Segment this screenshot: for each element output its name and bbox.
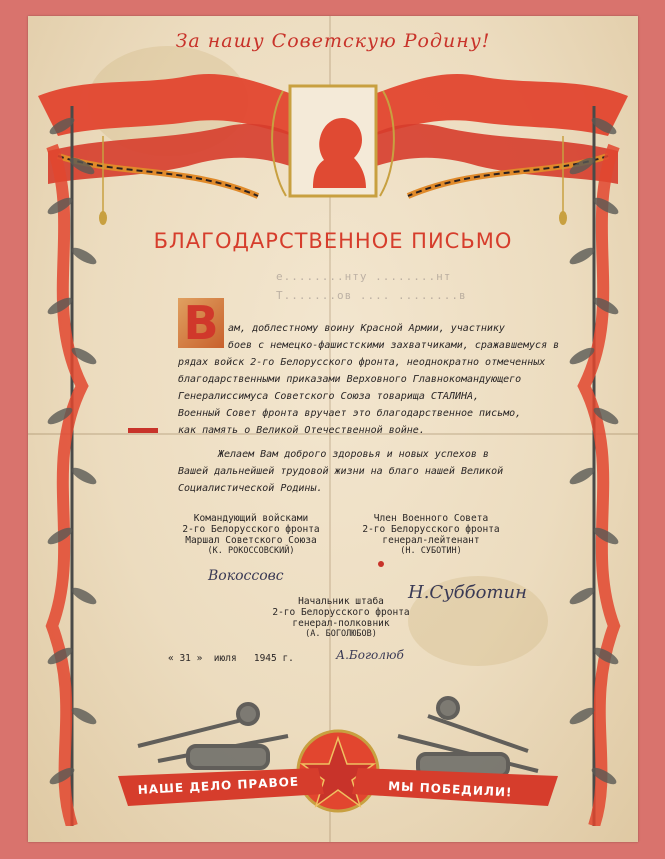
signatory-council <box>346 513 516 557</box>
recipient-line-2: Т.......ов .... ........в <box>276 289 467 302</box>
body-line: Желаем Вам доброго здоровья и новых успехов в <box>218 449 489 460</box>
signatory-chief-of-staff <box>256 596 426 640</box>
certificate-sheet <box>28 16 638 842</box>
date-month: июля <box>213 653 237 664</box>
body-line: Вашей дальнейшей трудовой жизни на благо нашей Великой <box>178 466 504 477</box>
signatory-title: Командующий войсками <box>193 513 309 524</box>
signatory-title: генерал-лейтенант <box>382 535 480 546</box>
signatory-title: 2-го Белорусского фронта <box>182 524 320 535</box>
signatory-name: (А. БОГОЛЮБОВ) <box>305 629 377 639</box>
flags-banner <box>28 56 638 226</box>
signatory-name: (Н. СУБОТИН) <box>400 546 462 556</box>
document-title: БЛАГОДАРСТВЕННОЕ ПИСЬМО <box>153 229 513 253</box>
victory-emblem <box>98 676 578 836</box>
body-line: как память о Великой Отечественной войне. <box>178 425 425 436</box>
signatory-name: (К. РОКОССОВСКИЙ) <box>207 546 295 556</box>
issue-date: « 31 » июля 1945 г. <box>168 653 294 664</box>
red-ink-mark <box>128 428 158 433</box>
signature-rokossovsky: Вокоссовс <box>208 568 284 584</box>
laurel-border-left <box>32 106 102 826</box>
body-line: Социалистической Родины. <box>178 483 323 494</box>
signature-subbotin: Н.Субботин <box>408 582 527 603</box>
signatory-title: генерал-полковник <box>292 618 390 629</box>
drop-cap-letter: В <box>183 296 219 350</box>
signatory-title: 2-го Белорусского фронта <box>362 524 500 535</box>
body-line: Генералиссимуса Советского Союза товарища СТАЛИНА, <box>178 391 480 402</box>
ribbon-left-text: НАШЕ ДЕЛО ПРАВОЕ <box>137 774 300 797</box>
body-line: благодарственными приказами Верховного Главнокомандующего <box>178 374 522 385</box>
motto: За нашу Советскую Родину! <box>175 30 491 52</box>
recipient-line-1: е........нту ........нт <box>276 270 452 283</box>
body-line: Военный Совет фронта вручает это благодарственное письмо, <box>178 408 522 419</box>
signatory-title: Маршал Советского Союза <box>185 535 317 546</box>
body-line: боев с немецко-фашистскими захватчиками, сражавшемуся в <box>228 340 560 351</box>
drop-cap <box>178 298 224 348</box>
ribbon-right-text: МЫ ПОБЕДИЛИ! <box>387 779 513 800</box>
signatory-title: 2-го Белорусского фронта <box>272 607 410 618</box>
date-day: 31 <box>179 653 191 664</box>
body-line: ам, доблестному воину Красной Армии, участнику <box>228 323 505 334</box>
date-year: 1945 г. <box>253 653 294 664</box>
signatory-title: Начальник штаба <box>298 596 384 607</box>
red-ink-dot <box>378 561 384 567</box>
body-line: рядах войск 2-го Белорусского фронта, неоднократно отмеченных <box>178 357 546 368</box>
signatory-commander <box>166 513 336 557</box>
signatory-title: Член Военного Совета <box>373 513 489 524</box>
signature-bogolyubov: А.Боголюб <box>336 648 404 662</box>
